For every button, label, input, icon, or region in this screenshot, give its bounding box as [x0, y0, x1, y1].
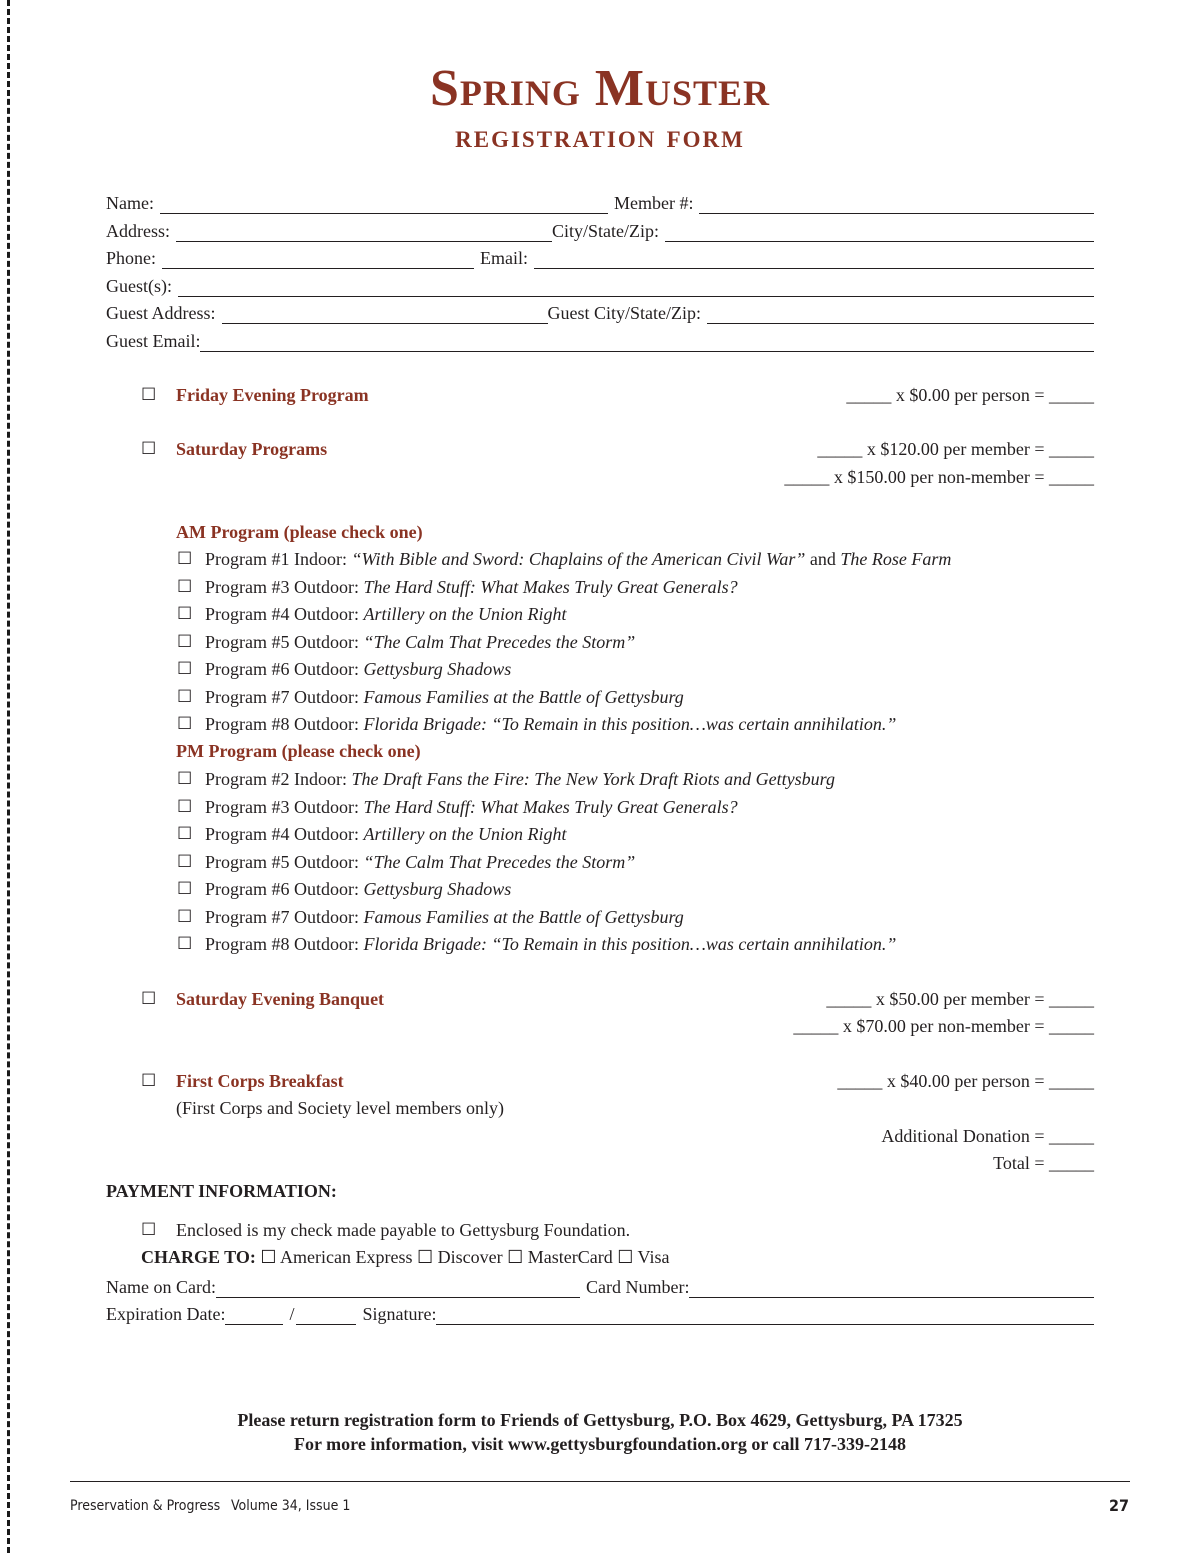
am-program-checkbox[interactable]: ☐	[177, 686, 193, 706]
pm-program-checkbox[interactable]: ☐	[177, 906, 193, 926]
exp-year-field[interactable]	[296, 1306, 356, 1325]
am-program-checkbox[interactable]: ☐	[177, 659, 193, 678]
friday-checkbox[interactable]: ☐	[141, 385, 157, 404]
saturday-label: Saturday Programs	[176, 439, 328, 459]
city-field[interactable]	[665, 223, 1094, 242]
am-program-item	[205, 630, 635, 654]
program-title: The Hard Stuff: What Makes Truly Great Generals?	[363, 576, 738, 597]
program-title: Florida Brigade: “To Remain in this position…was certain annihilation.”	[363, 934, 897, 954]
charge-row	[141, 1245, 669, 1269]
pm-program-checkbox[interactable]: ☐	[177, 769, 193, 788]
pm-program-item	[205, 905, 684, 929]
issue-label: Volume 34, Issue 1	[231, 1498, 351, 1514]
program-title: Famous Families at the Battle of Gettysburg	[363, 906, 684, 927]
pm-program-checkbox[interactable]: ☐	[177, 824, 193, 843]
saturday-price-member: _____ x $120.00 per member = _____	[817, 439, 1094, 459]
mastercard-label: MasterCard	[527, 1247, 613, 1267]
program-title: “The Calm That Precedes the Storm”	[363, 631, 636, 652]
pm-program-checkbox[interactable]: ☐	[177, 796, 193, 816]
address-row	[106, 216, 1094, 242]
program-title: The Hard Stuff: What Makes Truly Great Generals?	[363, 796, 738, 817]
program-prefix: Program #8 Outdoor:	[205, 714, 364, 734]
guest-address-row	[106, 298, 1094, 324]
guest-email-field[interactable]	[200, 333, 1094, 352]
am-program-item	[205, 575, 738, 599]
signature-label: Signature:	[362, 1304, 437, 1324]
saturday-price-nonmember: _____ x $150.00 per non-member = _____	[784, 467, 1094, 487]
card-row	[106, 1272, 1094, 1298]
pm-program-item	[205, 932, 896, 956]
breakfast-checkbox[interactable]: ☐	[141, 1071, 157, 1090]
am-program-checkbox[interactable]: ☐	[177, 576, 193, 596]
guest-city-label: Guest City/State/Zip:	[547, 303, 701, 323]
program-prefix: Program #4 Outdoor:	[205, 824, 364, 844]
program-title-secondary: The Rose Farm	[840, 549, 952, 569]
visa-checkbox[interactable]: ☐	[617, 1247, 634, 1267]
payment-heading: PAYMENT INFORMATION:	[106, 1181, 337, 1201]
saturday-checkbox[interactable]: ☐	[141, 439, 157, 458]
cut-line	[7, 0, 10, 1553]
expiration-label: Expiration Date:	[106, 1304, 226, 1324]
member-label: Member #:	[613, 193, 694, 213]
banquet-price-member: _____ x $50.00 per member = _____	[826, 989, 1094, 1009]
guests-field[interactable]	[178, 278, 1094, 297]
am-program-checkbox[interactable]: ☐	[177, 714, 193, 733]
guest-address-label: Guest Address:	[106, 303, 216, 323]
discover-checkbox[interactable]: ☐	[416, 1247, 434, 1267]
discover-label: Discover	[437, 1247, 503, 1267]
program-prefix: Program #8 Outdoor:	[205, 934, 364, 954]
name-on-card-label: Name on Card:	[106, 1277, 216, 1297]
check-checkbox[interactable]: ☐	[141, 1220, 157, 1239]
guests-row	[106, 271, 1094, 297]
name-on-card-field[interactable]	[216, 1279, 580, 1298]
exp-separator: /	[289, 1304, 295, 1324]
program-title: “With Bible and Sword: Chaplains of the American Civil War”	[351, 549, 806, 569]
name-label: Name:	[106, 193, 154, 213]
program-prefix: Program #2 Indoor:	[205, 769, 352, 789]
pm-program-item	[205, 850, 635, 874]
am-program-item	[205, 547, 951, 571]
breakfast-note: (First Corps and Society level members only)	[176, 1098, 504, 1118]
program-prefix: Program #6 Outdoor:	[205, 659, 364, 679]
address-label: Address:	[106, 221, 170, 241]
phone-field[interactable]	[162, 250, 474, 269]
pm-program-checkbox[interactable]: ☐	[177, 934, 193, 953]
am-program-item	[205, 602, 566, 626]
name-field[interactable]	[160, 195, 608, 214]
page-subtitle: registration form	[455, 119, 745, 155]
charge-to-label: CHARGE TO:	[141, 1247, 256, 1267]
friday-label: Friday Evening Program	[176, 385, 369, 405]
phone-label: Phone:	[106, 248, 157, 268]
amex-label: American Express	[280, 1247, 413, 1267]
am-program-checkbox[interactable]: ☐	[177, 549, 193, 568]
exp-month-field[interactable]	[225, 1306, 283, 1325]
address-field[interactable]	[176, 223, 552, 242]
pm-program-item	[205, 795, 738, 819]
check-label: Enclosed is my check made payable to Gettysburg Foundation.	[176, 1220, 631, 1240]
pm-program-checkbox[interactable]: ☐	[177, 851, 193, 871]
publication-name: Preservation & Progress	[70, 1498, 221, 1514]
program-title: “The Calm That Precedes the Storm”	[363, 851, 636, 872]
banquet-price-nonmember: _____ x $70.00 per non-member = _____	[793, 1016, 1094, 1036]
more-info: For more information, visit www.gettysburgfoundation.org or call 717-339-2148	[294, 1434, 906, 1454]
pm-heading: PM Program (please check one)	[176, 741, 421, 761]
am-program-checkbox[interactable]: ☐	[177, 604, 193, 623]
program-prefix: Program #3 Outdoor:	[205, 796, 364, 817]
breakfast-price: _____ x $40.00 per person = _____	[837, 1071, 1094, 1091]
program-prefix: Program #5 Outdoor:	[205, 851, 364, 872]
mastercard-checkbox[interactable]: ☐	[507, 1247, 524, 1267]
expiration-row	[106, 1299, 1094, 1325]
program-prefix: Program #4 Outdoor:	[205, 604, 364, 624]
program-prefix: Program #5 Outdoor:	[205, 631, 364, 652]
card-number-field[interactable]	[689, 1279, 1094, 1298]
card-number-label: Card Number:	[585, 1277, 690, 1297]
am-program-item	[205, 657, 511, 681]
banquet-checkbox[interactable]: ☐	[141, 989, 157, 1008]
guests-label: Guest(s):	[106, 276, 172, 296]
pm-program-item	[205, 822, 566, 846]
guest-email-row	[106, 326, 1094, 352]
signature-field[interactable]	[436, 1306, 1094, 1325]
city-label: City/State/Zip:	[552, 221, 659, 241]
donation-line: Additional Donation = _____	[881, 1126, 1094, 1146]
program-prefix: Program #3 Outdoor:	[205, 576, 364, 597]
breakfast-label: First Corps Breakfast	[176, 1071, 344, 1091]
pm-program-item	[205, 877, 511, 901]
member-field[interactable]	[699, 195, 1094, 214]
guest-city-field[interactable]	[707, 305, 1094, 324]
pm-program-item	[205, 767, 835, 791]
program-title: Gettysburg Shadows	[363, 659, 512, 679]
email-label: Email:	[480, 248, 529, 268]
program-prefix: Program #7 Outdoor:	[205, 906, 364, 927]
visa-label: Visa	[637, 1247, 670, 1267]
name-row	[106, 188, 1094, 214]
banquet-label: Saturday Evening Banquet	[176, 989, 385, 1009]
am-program-item	[205, 685, 684, 709]
program-title: The Draft Fans the Fire: The New York Draft Riots and Gettysburg	[351, 769, 835, 789]
program-prefix: Program #1 Indoor:	[205, 549, 352, 569]
program-title: Famous Families at the Battle of Gettysburg	[363, 686, 684, 707]
program-suffix: and	[805, 549, 841, 569]
return-address: Please return registration form to Friends of Gettysburg, P.O. Box 4629, Gettysburg, PA 17325	[237, 1410, 963, 1430]
amex-checkbox[interactable]: ☐	[260, 1247, 277, 1267]
footer-rule	[70, 1481, 1130, 1482]
program-prefix: Program #7 Outdoor:	[205, 686, 364, 707]
total-line: Total = _____	[993, 1153, 1094, 1173]
program-title: Gettysburg Shadows	[363, 879, 512, 899]
am-heading: AM Program (please check one)	[176, 522, 423, 542]
page-title: Spring Muster	[429, 60, 771, 117]
am-program-item	[205, 712, 896, 736]
program-title: Artillery on the Union Right	[363, 604, 567, 624]
program-prefix: Program #6 Outdoor:	[205, 879, 364, 899]
am-program-checkbox[interactable]: ☐	[177, 631, 193, 651]
phone-row	[106, 243, 1094, 269]
page-number: 27	[1108, 1496, 1129, 1515]
guest-email-label: Guest Email:	[106, 331, 201, 351]
pm-program-checkbox[interactable]: ☐	[177, 879, 193, 898]
friday-price: _____ x $0.00 per person = _____	[846, 385, 1094, 405]
email-field[interactable]	[534, 250, 1094, 269]
guest-address-field[interactable]	[222, 305, 548, 324]
program-title: Florida Brigade: “To Remain in this position…was certain annihilation.”	[363, 714, 897, 734]
program-title: Artillery on the Union Right	[363, 824, 567, 844]
